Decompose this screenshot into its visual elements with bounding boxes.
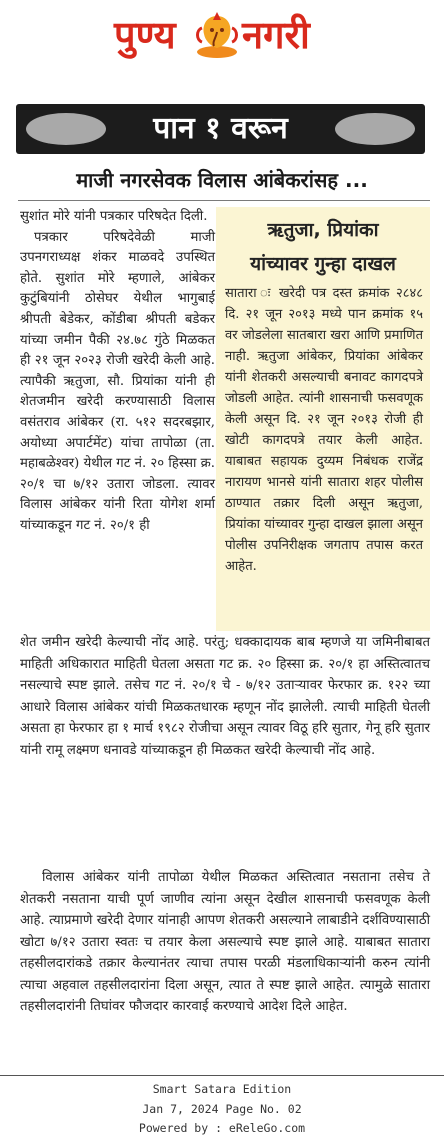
newspaper-logo (96, 8, 348, 66)
footer-divider (0, 1075, 444, 1076)
masthead (0, 0, 444, 84)
footer-date-page: Jan 7, 2024 Page No. 02 (142, 1102, 302, 1116)
box-title-line-2: यांच्यावर गुन्हा दाखल (250, 253, 396, 275)
left-column-text (20, 207, 215, 537)
article-headline: माजी नगरसेवक विलास आंबेकरांसह ... (76, 168, 368, 192)
sidebar-news-box (216, 207, 430, 631)
footer-powered-by: Powered by : eReleGo.com (138, 1121, 306, 1135)
band-right-ornament (335, 113, 415, 145)
body-paragraph-1: शेत जमीन खरेदी केल्याची नोंद आहे. परंतु; धक्कादायक बाब म्हणजे या जमिनीबाबत माहिती अधिकारात माहिती घेतला असता गट क्र. २० हिस्सा क्र. २०/१ हा अस्तित्वातच नसल्याचे स्पष्ट झाले. तसेच गट नं. २०/१ चे - ७/१२ उताऱ्यावर फेरफार क्र. १२२ च्या आधारे विलास आंबेकर यांची मिळकतधारक म्हणून नोंद झालेली. त्याची माहिती घेतली असता हा फेरफार हा १ मार्च १९८२ रोजीचा असून त्यावर विठू हरि सुतार, गेनू हरि सुतार यांनी रामू लक्ष्मण धनावडे यांच्याकडून ही मिळकत खरेदी केल्याची नोंद आहे. (20, 635, 430, 758)
headline-divider (18, 200, 430, 201)
band-title: पान १ वरून (153, 111, 288, 146)
left-paragraph-2: पत्रकार परिषदेवेळी माजी उपनगराध्यक्ष शंकर माळवदे उपस्थित होते. सुशांत मोरे म्हणाले, आंबेकर कुटुंबियांनी ठोसेघर येथील भागुबाई श्रीपती बेडेकर, कोंडीबा श्रीपती बडेकर यांच्या जमीन पैकी २४.७८ गुंठे मिळकत ही २१ जून २०२३ रोजी खरेदी केली आहे. त्यापैकी ऋतुजा, सौ. प्रियांका यांनी ही शेतजमीन खरेदी करण्यासाठी विलास वसंतराव आंबेकर (रा. ५१२ सदरबझार, अयोध्या अपार्टमेंट) यांचा तापोळा (ता. महाबळेश्‍वर) येथील गट नं. २० हिस्सा क्र. २०/१ चा ७/१२ उतारा जोडला. त्यावर विलास आंबेकर यांनी रिता योगेश शर्मा यांच्याकडून गट नं. २०/१ ही (20, 229, 215, 533)
body-paragraph-2: विलास आंबेकर यांनी तापोळा येथील मिळकत अस्तित्वात नसताना तसेच ते शेतकरी नसताना याची पूर्ण जाणीव त्यांना असून देखील शासनाची फसवणूक केली आहे. त्याप्रमाणे खरेदी देणार यांनाही आपण शेतकरी असल्याने लाबाडीने दर्शविण्यासाठी खोटा ७/१२ उतारा स्वतः च तयार केला असल्याचे स्पष्ट झाले आहे. याबाबत सातारा तहसीलदारांकडे तक्रार केल्यानंतर त्याचा तपास परळी मंडलाधिकाऱ्यांनी करुन त्यांनी त्याचा अहवाल तहसीलदारांना दिला असून, त्यात ते स्पष्ट झाले आहेत. त्यामुळे सातारा तहसीलदारांनी तिघांवर फौजदार कारवाई करण्याचे आदेश दिले आहेत. (20, 870, 430, 1014)
logo-text-part1: पुण्य (114, 13, 176, 57)
left-paragraph-1: सुशांत मोरे यांनी पत्रकार परिषदेत दिली. (20, 209, 208, 224)
logo-text-part2: नगरी (242, 13, 310, 57)
box-body-text: सातारा ः खरेदी पत्र दस्त क्रमांक २८४८ दि. २१ जून २०१३ मध्ये पान क्रमांक १५ वर जोडलेला सातबारा खरा आणि प्रमाणित नाही. ऋतुजा आंबेकर, प्रियांका आंबेकर यांनी शेतकरी असल्याची बनावट कागदपत्रे जोडली आहेत. त्यांनी शासनाची फसवणूक केली असून दि. २१ जून २०१३ रोजी ही खोटी कागदपत्रे तयार केली आहेत. याबाबत सहायक दुय्यम निबंधक राजेंद्र नारायण भानसे यांनी सातारा शहर पोलीस ठाण्यात तक्रार दिली असून ऋतुजा, प्रियांका यांच्यावर गुन्हा दाखल झाला असून पोलीस उपनिरीक्षक जगताप तपास करत आहेत. (225, 286, 423, 574)
box-title (216, 213, 430, 281)
page-continuation-band (16, 104, 425, 154)
box-title-line-1: ऋतुजा, प्रियांका (267, 219, 379, 241)
band-left-ornament (26, 113, 106, 145)
footer-edition: Smart Satara Edition (152, 1082, 292, 1096)
ganesh-emblem-icon (192, 10, 242, 60)
